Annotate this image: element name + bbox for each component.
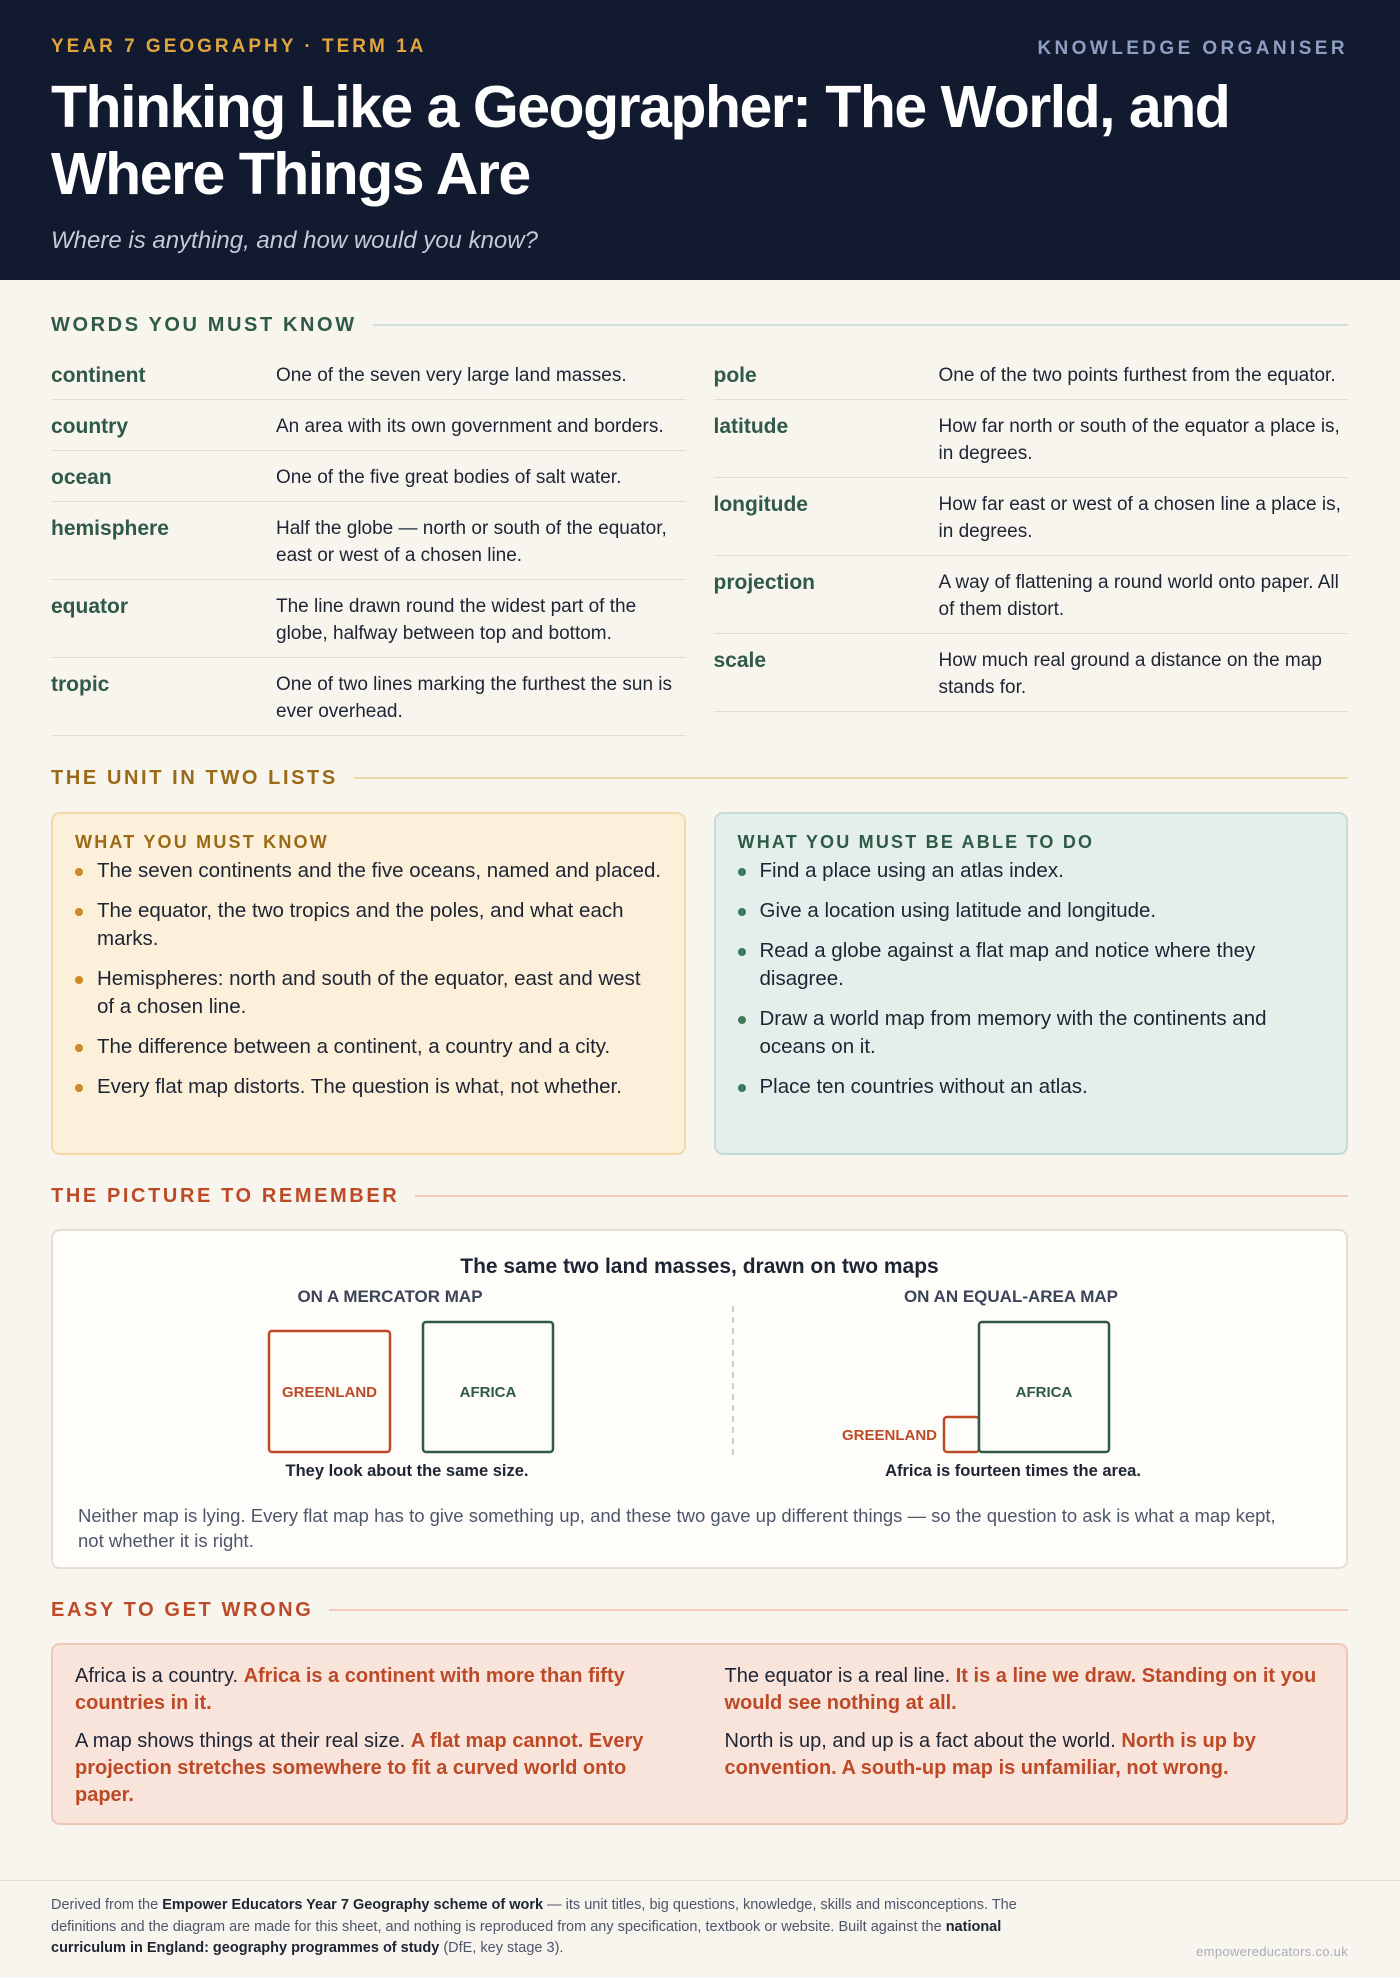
list-item-text: Give a location using latitude and longitude.: [759, 899, 1157, 922]
kicker: YEAR 7 GEOGRAPHY · TERM 1A: [51, 36, 427, 57]
header: [0, 0, 1400, 280]
equal-area-africa-label: AFRICA: [1015, 1384, 1073, 1401]
divider: [354, 777, 1348, 779]
list-item: [738, 857, 1325, 885]
must-know-list: [75, 857, 662, 1101]
vocab-definition: One of the seven very large land masses.: [276, 365, 627, 386]
vocab-term: continent: [51, 364, 146, 387]
vocab-term: equator: [51, 595, 129, 618]
equal-area-caption: Africa is fourteen times the area.: [885, 1462, 1141, 1480]
vocab-row: [51, 413, 686, 451]
list-item-text: Find a place using an atlas index.: [759, 859, 1064, 882]
must-do-list: [738, 857, 1325, 1101]
footer-text: [51, 1895, 1051, 1960]
must-know-title: WHAT YOU MUST KNOW: [75, 832, 329, 852]
list-item: [75, 1073, 662, 1101]
vocab-definition: The line drawn round the widest part of the globe, halfway between top and bottom.: [276, 596, 637, 644]
list-item: [738, 1073, 1325, 1101]
list-item: [738, 1005, 1325, 1061]
misconception-correction: Africa is a continent with more than fifty countries in it.: [75, 1665, 625, 1714]
list-item: [738, 937, 1325, 993]
page-subtitle: Where is anything, and how would you know?: [51, 227, 538, 254]
misconception-myth: A map shows things at their real size.: [75, 1730, 411, 1752]
vocab-row: [51, 593, 686, 658]
footer-curriculum-name: national curriculum in England: geography programmes of study: [51, 1918, 1002, 1956]
bullet-icon: [738, 948, 746, 956]
vocab-definition: One of two lines marking the furthest the sun is ever overhead.: [276, 674, 673, 722]
vocab-heading-text: WORDS YOU MUST KNOW: [51, 313, 357, 336]
vocab-definition: One of the five great bodies of salt water.: [276, 467, 622, 488]
vocab-column-right: [714, 362, 1349, 749]
vocab-section: [0, 310, 1400, 749]
vocab-column-left: [51, 362, 686, 749]
vocab-row: [51, 671, 686, 736]
vocab-term: hemisphere: [51, 517, 169, 540]
bullet-icon: [738, 908, 746, 916]
footer-site: empowereducators.co.uk: [1196, 1944, 1348, 1959]
bullet-icon: [75, 908, 83, 916]
equal-area-greenland-label: GREENLAND: [841, 1427, 937, 1444]
misconception-myth: North is up, and up is a fact about the world.: [724, 1730, 1122, 1752]
list-item-text: Hemispheres: north and south of the equator, east and west of a chosen line.: [97, 967, 641, 1018]
list-item: [75, 857, 662, 885]
vocab-row: [51, 515, 686, 580]
vocab-row: [51, 362, 686, 400]
vocab-term: tropic: [51, 673, 110, 696]
equal-area-greenland-shape: [944, 1417, 979, 1452]
equal-area-label: ON AN EQUAL-AREA MAP: [903, 1287, 1119, 1306]
bullet-icon: [75, 1084, 83, 1092]
vocab-term: latitude: [713, 415, 789, 438]
footer-source-name: Empower Educators Year 7 Geography scheme of work: [162, 1897, 544, 1913]
lists-heading: [51, 763, 1348, 793]
vocab-definition: How far north or south of the equator a place is, in degrees.: [938, 416, 1340, 464]
vocab-grid: [51, 362, 1348, 749]
vocab-row: [714, 491, 1349, 556]
map-comparison-diagram: [51, 1229, 1348, 1569]
list-item-text: Every flat map distorts. The question is what, not whether.: [97, 1075, 622, 1098]
bullet-icon: [738, 1016, 746, 1024]
must-do-title: WHAT YOU MUST BE ABLE TO DO: [737, 832, 1095, 852]
vocab-heading: [51, 310, 1348, 340]
footer-text-3: (DfE, key stage 3).: [439, 1940, 564, 1956]
misconception-correction: North is up by convention. A south-up map is unfamiliar, not wrong.: [724, 1730, 1256, 1779]
must-know-box: [51, 812, 686, 1155]
misconception-item: [725, 1728, 1325, 1782]
divider: [373, 324, 1348, 326]
vocab-definition: A way of flattening a round world onto paper. All of them distort.: [938, 572, 1339, 620]
footer: [0, 1880, 1400, 1978]
vocab-definition: How much real ground a distance on the map stands for.: [938, 650, 1322, 698]
mercator-greenland-label: GREENLAND: [281, 1384, 378, 1401]
diagram-note: Neither map is lying. Every flat map has to give something up, and these two gave up different things — so the question to ask is what a map kept, not whether it is right.: [78, 1505, 1276, 1551]
must-do-box: [714, 812, 1349, 1155]
list-item: [75, 897, 662, 953]
vocab-term: scale: [713, 649, 767, 672]
vocab-term: ocean: [51, 466, 112, 489]
list-item: [738, 897, 1325, 925]
vocab-term: longitude: [713, 493, 808, 516]
misconceptions-heading: [51, 1595, 1348, 1625]
mercator-label: ON A MERCATOR MAP: [297, 1287, 483, 1306]
vocab-definition: Half the globe — north or south of the equator, east or west of a chosen line.: [276, 518, 667, 566]
misconception-item: [75, 1663, 675, 1717]
bullet-icon: [738, 868, 746, 876]
footer-text-1: Derived from the: [51, 1897, 163, 1913]
page-title: Thinking Like a Geographer: The World, and Where Things Are: [51, 74, 1230, 207]
list-item: [75, 1033, 662, 1061]
misconceptions-section: [0, 1595, 1400, 1825]
divider: [329, 1609, 1348, 1611]
vocab-definition: One of the two points furthest from the equator.: [938, 365, 1336, 386]
divider: [415, 1195, 1348, 1197]
vocab-row: [714, 647, 1349, 712]
vocab-term: country: [51, 415, 129, 438]
bullet-icon: [75, 868, 83, 876]
misconceptions-column-right: [725, 1663, 1325, 1805]
mercator-caption: They look about the same size.: [285, 1462, 529, 1480]
bullet-icon: [738, 1084, 746, 1092]
misconception-myth: The equator is a real line.: [724, 1665, 956, 1687]
list-item-text: The equator, the two tropics and the poles, and what each marks.: [97, 899, 624, 950]
misconception-correction: A flat map cannot. Every projection stretches somewhere to fit a curved world onto paper.: [75, 1730, 644, 1806]
lists-row: [51, 812, 1348, 1155]
vocab-row: [714, 362, 1349, 400]
misconception-correction: It is a line we draw. Standing on it you would see nothing at all.: [724, 1665, 1317, 1714]
footer-text-2: — its unit titles, big questions, knowledge, skills and misconceptions. The definitions and the diagram are made for this sheet, and nothing is reproduced from any specification, textbook or website. Built against the: [51, 1897, 1017, 1935]
misconceptions-heading-text: EASY TO GET WRONG: [51, 1598, 314, 1621]
list-item-text: The difference between a continent, a country and a city.: [97, 1035, 611, 1058]
bullet-icon: [75, 976, 83, 984]
misconceptions-column-left: [75, 1663, 675, 1805]
vocab-definition: An area with its own government and borders.: [276, 416, 664, 437]
vocab-row: [714, 413, 1349, 478]
vocab-definition: How far east or west of a chosen line a place is, in degrees.: [938, 494, 1341, 542]
vocab-term: pole: [713, 364, 757, 387]
vocab-term: projection: [713, 571, 816, 594]
vocab-row: [714, 569, 1349, 634]
mercator-africa-label: AFRICA: [459, 1384, 517, 1401]
list-item-text: Read a globe against a flat map and notice where they disagree.: [759, 939, 1256, 990]
misconception-item: [75, 1728, 675, 1809]
picture-heading-text: THE PICTURE TO REMEMBER: [51, 1184, 400, 1207]
misconceptions-box: [51, 1643, 1348, 1825]
list-item: [75, 965, 662, 1021]
diagram-svg: [53, 1231, 1346, 1491]
misconception-item: [725, 1663, 1325, 1717]
misconception-myth: Africa is a country.: [75, 1665, 244, 1687]
picture-heading: [51, 1181, 1348, 1211]
diagram-title: The same two land masses, drawn on two maps: [460, 1255, 939, 1278]
list-item-text: Place ten countries without an atlas.: [759, 1075, 1088, 1098]
vocab-row: [51, 464, 686, 502]
lists-heading-text: THE UNIT IN TWO LISTS: [51, 766, 338, 789]
bullet-icon: [75, 1044, 83, 1052]
list-item-text: The seven continents and the five oceans, named and placed.: [97, 859, 662, 882]
picture-section: [0, 1181, 1400, 1569]
document-type-label: KNOWLEDGE ORGANISER: [1037, 38, 1348, 59]
lists-section: [0, 763, 1400, 1155]
list-item-text: Draw a world map from memory with the continents and oceans on it.: [759, 1007, 1267, 1058]
